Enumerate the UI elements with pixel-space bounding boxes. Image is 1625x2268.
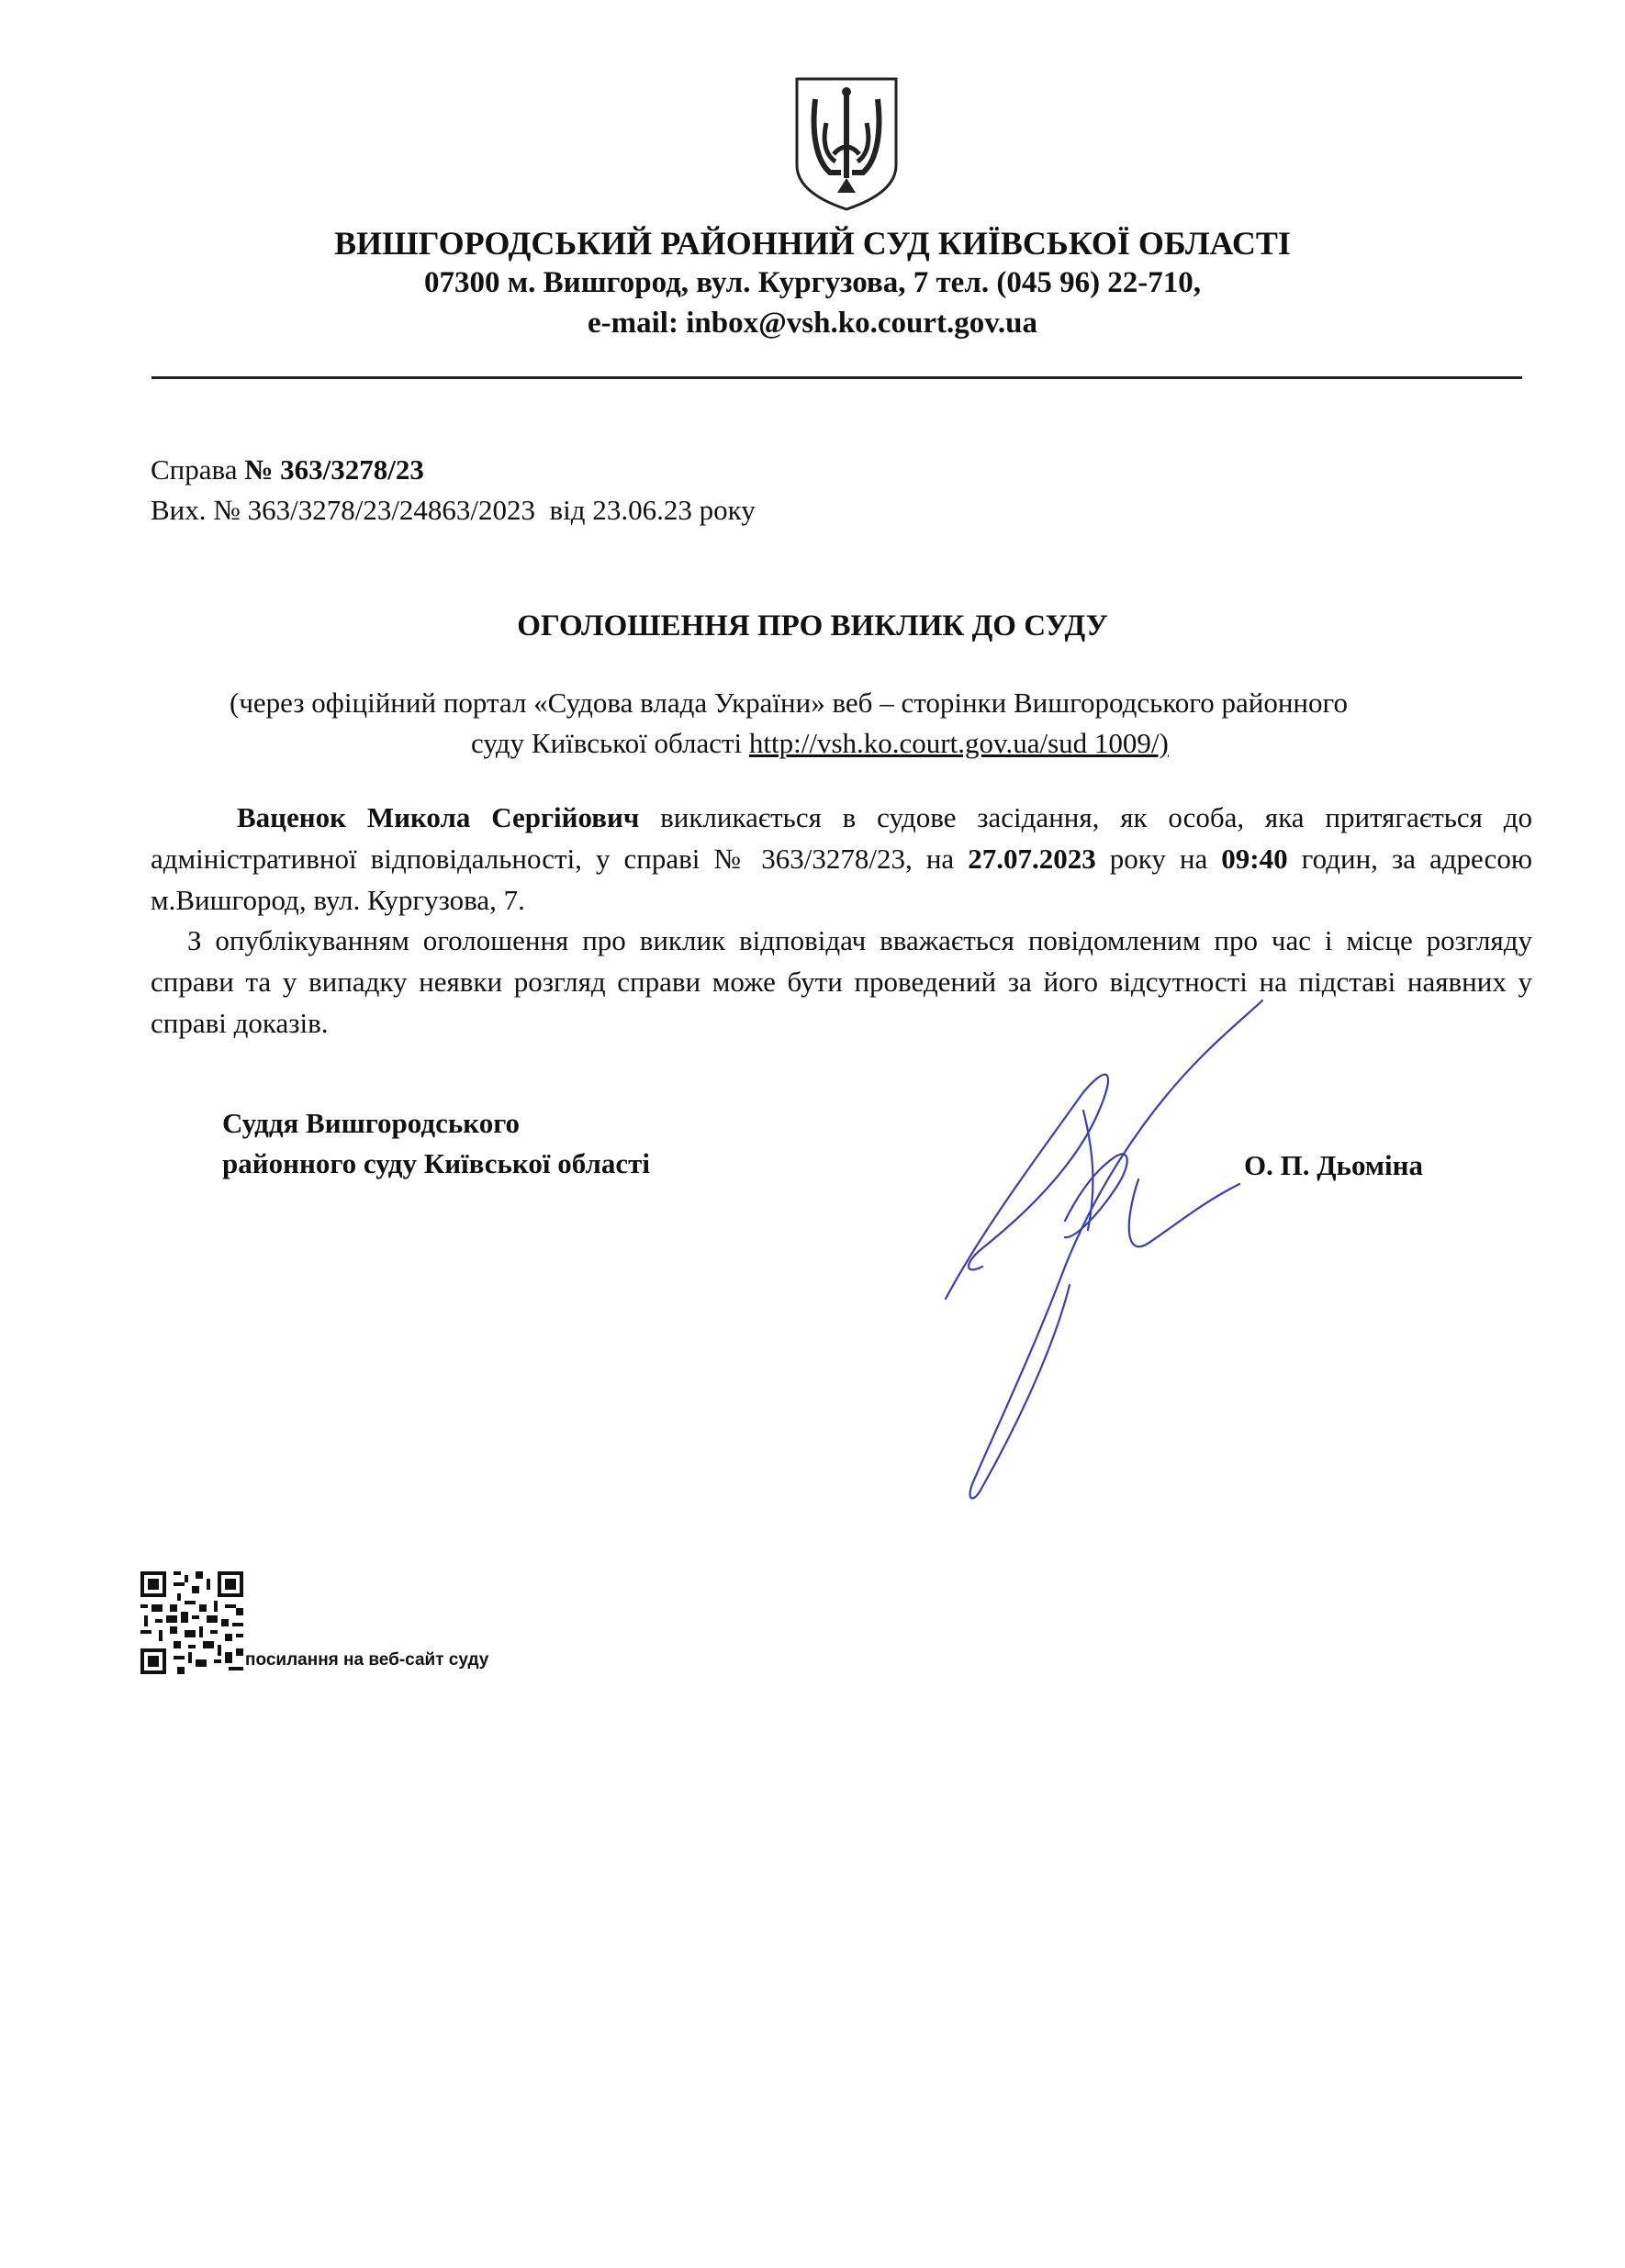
court-email: e-mail: inbox@vsh.ko.court.gov.ua (588, 307, 1037, 340)
notice-paragraph: З опублікуванням оголошення про виклик відповідач вважається повідомленим про час і місце розгляду справи та у випадку неявки розгляд справи може бути проведений за його відсутності на підставі наявних у справі доказів. (151, 924, 1532, 1039)
court-name: ВИШГОРОДСЬКИЙ РАЙОННИЙ СУД КИЇВСЬКОЇ ОБЛАСТІ (334, 225, 1291, 262)
court-address: 07300 м. Вишгород, вул. Кургузова, 7 тел. (045 96) 22-710, (423, 266, 1202, 299)
outgoing-reference (151, 494, 756, 527)
outgoing-number: Вих. № 363/3278/23/24863/2023 (151, 494, 536, 526)
summons-text-2: року на (1095, 843, 1222, 875)
publication-note-line1: (через офіційний портал «Судова влада України» веб – сторінки Вишгородського районного (230, 687, 1348, 719)
qr-code-icon (140, 1571, 243, 1674)
publication-note-line2 (230, 723, 1533, 764)
person-name: Ваценок Микола Сергійович (237, 801, 640, 833)
outgoing-date: від 23.06.23 року (549, 494, 756, 526)
qr-code-label: посилання на веб-сайт суду (245, 1650, 489, 1670)
header-divider (151, 376, 1522, 379)
judge-position-line1: Суддя Вишгородського (222, 1107, 521, 1139)
case-prefix: Справа (151, 453, 245, 486)
judge-name: О. П. Дьоміна (1244, 1149, 1423, 1181)
hearing-date: 27.07.2023 (968, 843, 1096, 875)
case-number: № 363/3278/23 (244, 453, 424, 486)
publication-note (230, 683, 1533, 764)
publication-note-prefix: суду Київської області (471, 727, 749, 759)
summons-paragraph (151, 797, 1532, 921)
case-reference (151, 453, 424, 486)
document-title: ОГОЛОШЕННЯ ПРО ВИКЛИК ДО СУДУ (517, 609, 1108, 642)
summons-text-3: годин, за адресою м.Вишгород, вул. Кургузова, 7. (151, 843, 1532, 916)
coat-of-arms-icon (788, 75, 905, 213)
handwritten-signature (927, 991, 1267, 1514)
hearing-time: 09:40 (1221, 843, 1288, 875)
court-website-link[interactable]: http://vsh.ko.court.gov.ua/sud 1009/) (748, 727, 1169, 759)
judge-position-line2: районного суду Київської області (222, 1147, 650, 1179)
summons-text-1: викликається в судове засідання, як особа, яка притягається до адміністративної відповідальності, у справі № 363/3278/23, на (151, 801, 1532, 875)
